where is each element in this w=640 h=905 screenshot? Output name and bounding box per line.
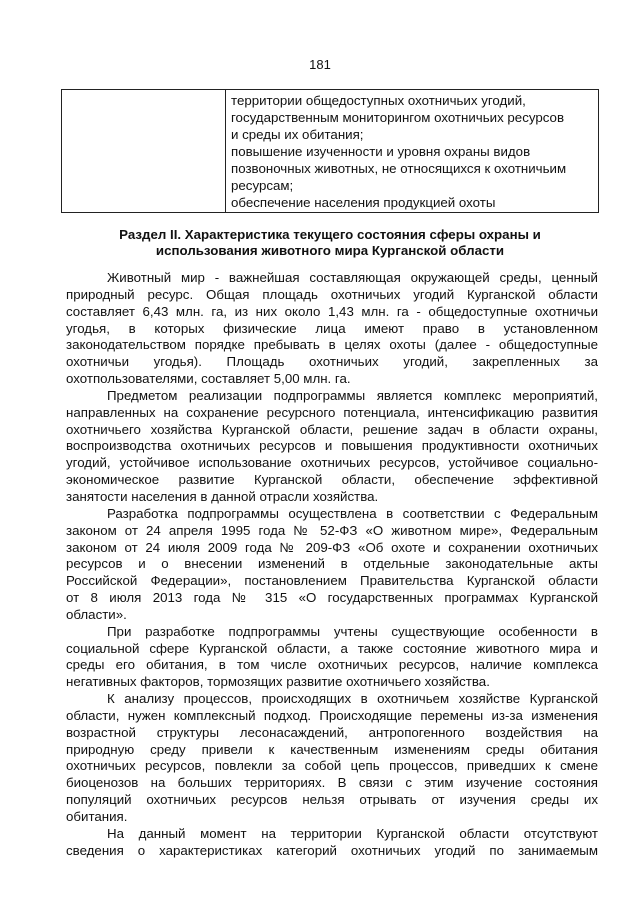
paragraph-line: законом от 24 апреля 1995 года № 52-ФЗ «О животном мире», Федеральным (66, 522, 598, 538)
paragraph-line: экономическое развитие Курганской области, обеспечение эффективной (66, 472, 598, 488)
body-text (66, 270, 598, 860)
paragraph-line: охотничьи угодья). Площадь охотничьих угодий, закрепленных за (66, 354, 598, 370)
table-line: государственным мониторингом охотничьих ресурсов (231, 110, 565, 125)
table-line: территории общедоступных охотничьих угодий, (231, 93, 526, 108)
paragraph-line: возрастной структуры лесонасаждений, антропогенного воздействия на (66, 724, 598, 740)
paragraph-line: Животный мир - важнейшая составляющая окружающей среды, ценный (107, 270, 598, 285)
paragraph-line: негативных факторов, тормозящих развитие охотничьего хозяйства. (66, 674, 490, 690)
section-heading-line: Раздел II. Характеристика текущего состояния сферы охраны и (119, 227, 541, 242)
table-line: ресурсам; (231, 178, 294, 193)
paragraph-line: среды его обитания, в том числе охотничьих ресурсов, наличие комплекса (66, 657, 598, 673)
paragraph-line: воспроизводства охотничьих ресурсов и повышения продуктивности охотничьих (66, 438, 598, 454)
paragraph-line: от 8 июля 2013 года № 315 «О государственных программах Курганской (66, 590, 598, 606)
paragraph-line: природную среду привели к качественным изменениям среды обитания (66, 741, 598, 757)
page-number: 181 (309, 57, 331, 72)
paragraph-line: Разработка подпрограммы осуществлена в соответствии с Федеральным (107, 505, 598, 521)
paragraph-line: Российской Федерации», постановлением Правительства Курганской области (66, 573, 598, 589)
table-fragment (61, 89, 599, 213)
paragraph-line: охотничьего хозяйства Курганской области, решение задач в области охраны, (66, 421, 598, 437)
paragraph-line: угодья, в которых физические лица имеют право в установленном (66, 320, 598, 336)
section-heading (60, 227, 600, 259)
paragraph-line: биоценозов на больших территориях. В связи с этим изучение состояния (66, 775, 598, 791)
table-line: и среды их обитания; (231, 127, 364, 142)
paragraph-line: социальной сфере Курганской области, а также состояние животного мира и (66, 640, 598, 656)
table-line: обеспечение населения продукцией охоты (231, 195, 496, 210)
section-heading-line: использования животного мира Курганской области (155, 243, 505, 258)
paragraph-line: направленных на сохранение ресурсного потенциала, интенсификацию развития (66, 404, 598, 420)
paragraph-line: обитания. (66, 809, 128, 824)
paragraph-line: На данный момент на территории Курганской области отсутствуют (107, 825, 598, 841)
paragraph-line: области, нужен комплексный подход. Происходящие перемены из-за изменения (66, 707, 598, 723)
paragraph-line: занятости населения в данной отрасли хозяйства. (66, 488, 379, 504)
paragraph-line: природный ресурс. Общая площадь охотничьих угодий Курганской области (66, 286, 598, 302)
paragraph-line: охотничьих ресурсов, повлекли за собой цепь процессов, приведших к смене (66, 758, 598, 774)
paragraph-line: области». (66, 606, 127, 622)
paragraph-line: К анализу процессов, происходящих в охотничьем хозяйстве Курганской (107, 691, 598, 707)
table-line: повышение изученности и уровня охраны видов (231, 144, 531, 159)
paragraph-line: законом от 24 июля 2009 года № 209-ФЗ «Об охоте и сохранении охотничьих (66, 539, 598, 555)
paragraph-line: сведения о характеристиках категорий охотничьих угодий по занимаемым (66, 842, 598, 858)
table-empty-cell (62, 90, 226, 213)
table-text-cell (226, 90, 599, 213)
paragraph-line: составляет 6,43 млн. га, из них около 1,43 млн. га - общедоступные охотничьи (66, 303, 598, 319)
paragraph-line: При разработке подпрограммы учтены существующие особенности в (107, 623, 598, 639)
table-line: позвоночных животных, не относящихся к охотничьим (231, 161, 567, 176)
paragraph-line: охотпользователями, составляет 5,00 млн. га. (66, 371, 351, 387)
paragraph-line: популяций охотничьих ресурсов нельзя отрывать от изучения среды их (66, 792, 598, 808)
paragraph-line: Предметом реализации подпрограммы является комплекс мероприятий, (107, 387, 598, 403)
paragraph-line: угодий, устойчивое использование охотничьих ресурсов, устойчивое социально- (66, 455, 598, 471)
paragraph-line: законодательством порядке пребывать в целях охоты (далее - общедоступные (66, 337, 598, 353)
paragraph-line: ресурсов и о внесении изменений в отдельные законодательные акты (66, 556, 598, 572)
